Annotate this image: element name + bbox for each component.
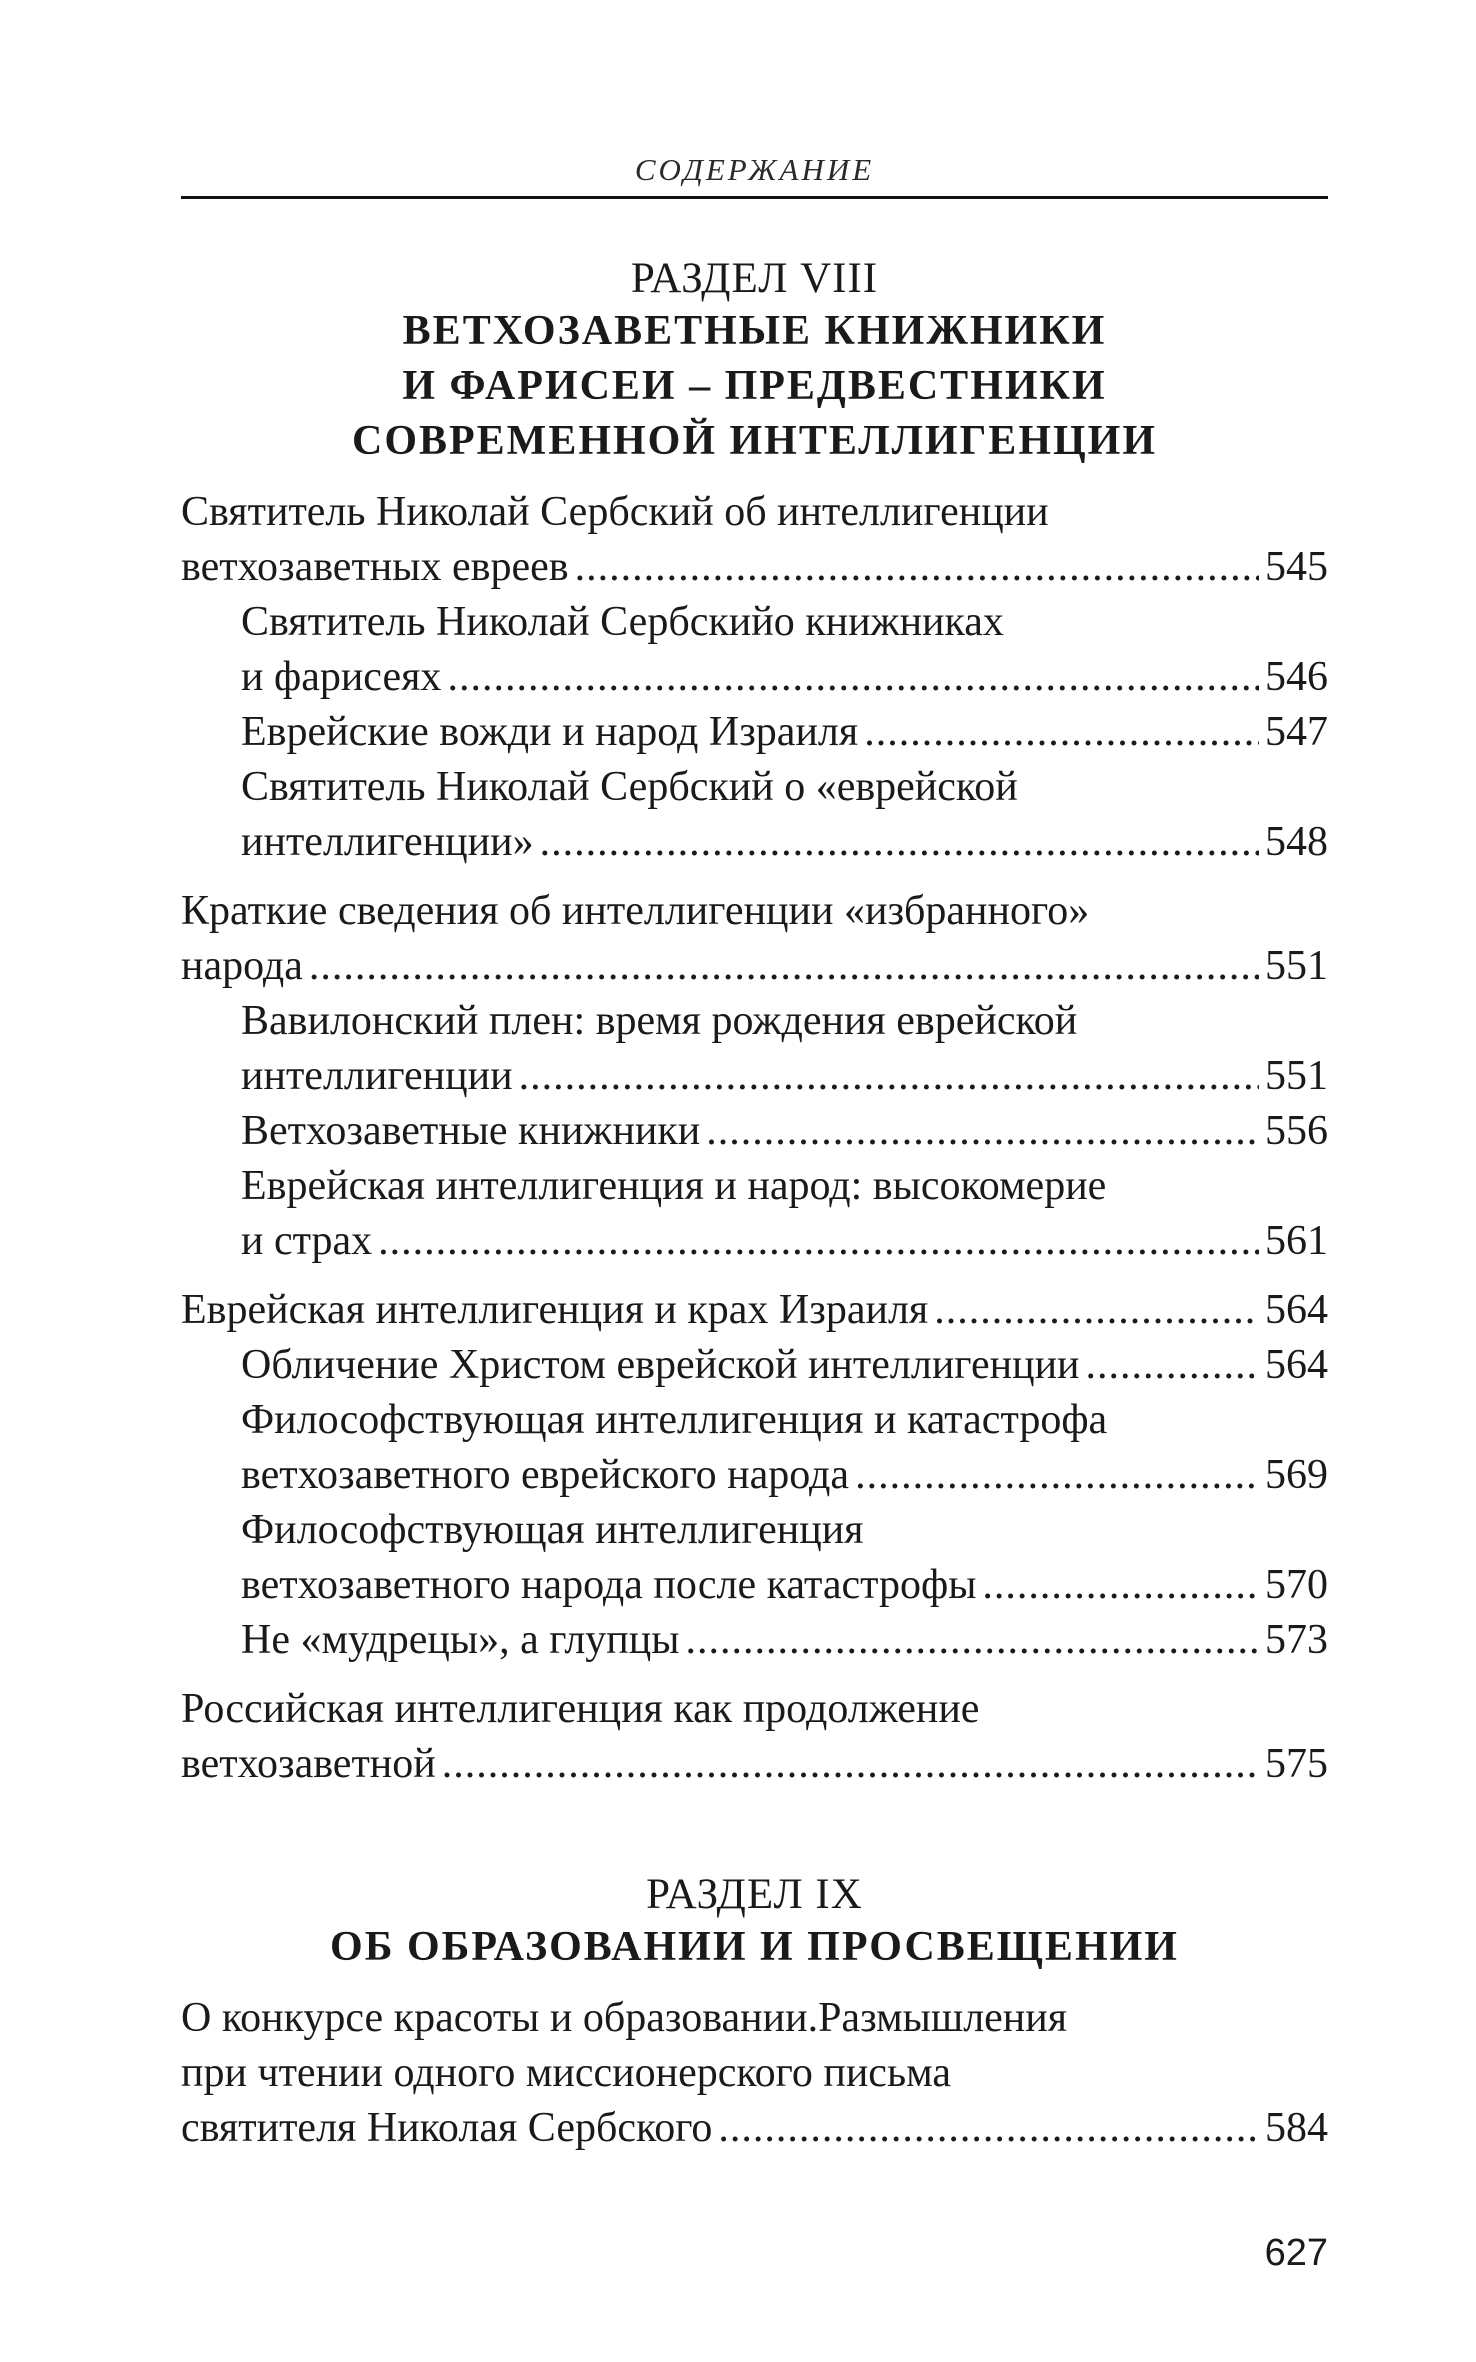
- entry-page-number: 546: [1265, 654, 1328, 700]
- entry-page-number: 551: [1265, 943, 1328, 989]
- toc-entry[interactable]: [181, 1283, 1328, 1338]
- section-title-line: ОБ ОБРАЗОВАНИИ И ПРОСВЕЩЕНИИ: [330, 1924, 1179, 1970]
- entry-text: Ветхозаветные книжники: [241, 1108, 701, 1154]
- dot-leader: [540, 815, 1259, 870]
- running-head: СОДЕРЖАНИЕ: [634, 152, 875, 187]
- toc-subentry[interactable]: [181, 1338, 1328, 1393]
- section-title-line: ВЕТХОЗАВЕТНЫЕ КНИЖНИКИ: [402, 308, 1107, 354]
- toc-entry[interactable]: [181, 1682, 1328, 1792]
- section-spacer: [181, 1806, 1328, 1870]
- toc-entry[interactable]: [181, 884, 1328, 994]
- dot-leader: [309, 939, 1259, 994]
- section-heading: [181, 254, 1328, 469]
- toc-subentry[interactable]: [181, 1104, 1328, 1159]
- entry-text-line: О конкурсе красоты и образовании.Размышления: [181, 1995, 1068, 2041]
- entry-last-line: [241, 705, 1328, 760]
- entry-last-line: [241, 815, 1328, 870]
- toc-group: [181, 1283, 1328, 1668]
- entry-last-line: [181, 1737, 1328, 1792]
- toc-subentry[interactable]: [181, 994, 1328, 1104]
- entry-page-number: 548: [1265, 819, 1328, 865]
- entry-text: и фарисеях: [241, 654, 442, 700]
- page-number: 627: [1264, 2232, 1328, 2274]
- toc-subentry[interactable]: [181, 1613, 1328, 1668]
- entry-page-number: 564: [1265, 1287, 1328, 1333]
- entry-text: интеллигенции»: [241, 819, 534, 865]
- dot-leader: [718, 2101, 1259, 2156]
- entry-page-number: 575: [1265, 1741, 1328, 1787]
- table-of-contents: [181, 254, 1328, 2170]
- dot-leader: [447, 650, 1259, 705]
- entry-text: святителя Николая Сербского: [181, 2105, 713, 2151]
- entry-last-line: [241, 1558, 1328, 1613]
- entry-last-line: [241, 1338, 1328, 1393]
- toc-subentry[interactable]: [181, 1393, 1328, 1503]
- entry-text-line: Российская интеллигенция как продолжение: [181, 1686, 980, 1732]
- entry-last-line: [181, 1283, 1328, 1338]
- dot-leader: [864, 705, 1259, 760]
- dot-leader: [519, 1049, 1259, 1104]
- entry-text-line: Философствующая интеллигенция: [241, 1507, 864, 1553]
- entry-text-line: Вавилонский плен: время рождения еврейской: [241, 998, 1078, 1044]
- section-label: РАЗДЕЛ IX: [646, 1871, 863, 1918]
- dot-leader: [706, 1104, 1259, 1159]
- toc-subentry[interactable]: [181, 595, 1328, 705]
- section-label: РАЗДЕЛ VIII: [630, 255, 879, 302]
- dot-leader: [1086, 1338, 1259, 1393]
- entry-last-line: [181, 2101, 1328, 2156]
- entry-page-number: 545: [1265, 544, 1328, 590]
- toc-group: [181, 1682, 1328, 1792]
- entry-last-line: [241, 1613, 1328, 1668]
- entry-text: ветхозаветного народа после катастрофы: [241, 1562, 977, 1608]
- toc-group: [181, 1991, 1328, 2156]
- entry-text-line: при чтении одного миссионерского письма: [181, 2050, 952, 2096]
- toc-entry[interactable]: [181, 1991, 1328, 2156]
- entry-page-number: 561: [1265, 1218, 1328, 1264]
- toc-group: [181, 485, 1328, 870]
- book-page: [181, 0, 1328, 2362]
- entry-page-number: 564: [1265, 1342, 1328, 1388]
- dot-leader: [855, 1448, 1259, 1503]
- entry-text: Не «мудрецы», а глупцы: [241, 1617, 680, 1663]
- dot-leader: [575, 540, 1259, 595]
- entry-last-line: [181, 939, 1328, 994]
- entry-page-number: 569: [1265, 1452, 1328, 1498]
- dot-leader: [442, 1737, 1259, 1792]
- entry-page-number: 570: [1265, 1562, 1328, 1608]
- entry-text-line: Святитель Николай Сербский о «еврейской: [241, 764, 1018, 810]
- entry-text-line: Святитель Николай Сербскийо книжниках: [241, 599, 1004, 645]
- toc-entry[interactable]: [181, 485, 1328, 595]
- entry-text-line: Философствующая интеллигенция и катастрофа: [241, 1397, 1108, 1443]
- toc-subentry[interactable]: [181, 1503, 1328, 1613]
- dot-leader: [378, 1214, 1259, 1269]
- entry-last-line: [181, 540, 1328, 595]
- dot-leader: [982, 1558, 1259, 1613]
- section-title-line: И ФАРИСЕИ – ПРЕДВЕСТНИКИ: [402, 363, 1107, 409]
- entry-last-line: [241, 1104, 1328, 1159]
- section-heading: [181, 1870, 1328, 1975]
- entry-last-line: [241, 650, 1328, 705]
- toc-subentry[interactable]: [181, 705, 1328, 760]
- dot-leader: [934, 1283, 1259, 1338]
- entry-page-number: 584: [1265, 2105, 1328, 2151]
- entry-text: ветхозаветной: [181, 1741, 436, 1787]
- entry-text: ветхозаветных евреев: [181, 544, 569, 590]
- entry-text: Обличение Христом еврейской интеллигенции: [241, 1342, 1080, 1388]
- entry-text: ветхозаветного еврейского народа: [241, 1452, 850, 1498]
- entry-text: интеллигенции: [241, 1053, 513, 1099]
- entry-page-number: 573: [1265, 1617, 1328, 1663]
- section-title-line: СОВРЕМЕННОЙ ИНТЕЛЛИГЕНЦИИ: [352, 418, 1157, 464]
- entry-last-line: [241, 1448, 1328, 1503]
- entry-page-number: 551: [1265, 1053, 1328, 1099]
- entry-text: Еврейские вожди и народ Израиля: [241, 709, 859, 755]
- toc-subentry[interactable]: [181, 760, 1328, 870]
- entry-text: Еврейская интеллигенция и крах Израиля: [181, 1287, 929, 1333]
- entry-text-line: Святитель Николай Сербский об интеллигенции: [181, 489, 1049, 535]
- toc-group: [181, 884, 1328, 1269]
- entry-page-number: 556: [1265, 1108, 1328, 1154]
- entry-text: и страх: [241, 1218, 373, 1264]
- toc-subentry[interactable]: [181, 1159, 1328, 1269]
- header-rule: [181, 196, 1328, 199]
- entry-text-line: Еврейская интеллигенция и народ: высокомерие: [241, 1163, 1107, 1209]
- entry-text: народа: [181, 943, 303, 989]
- dot-leader: [685, 1613, 1259, 1668]
- entry-last-line: [241, 1214, 1328, 1269]
- entry-page-number: 547: [1265, 709, 1328, 755]
- entry-last-line: [241, 1049, 1328, 1104]
- entry-text-line: Краткие сведения об интеллигенции «избранного»: [181, 888, 1090, 934]
